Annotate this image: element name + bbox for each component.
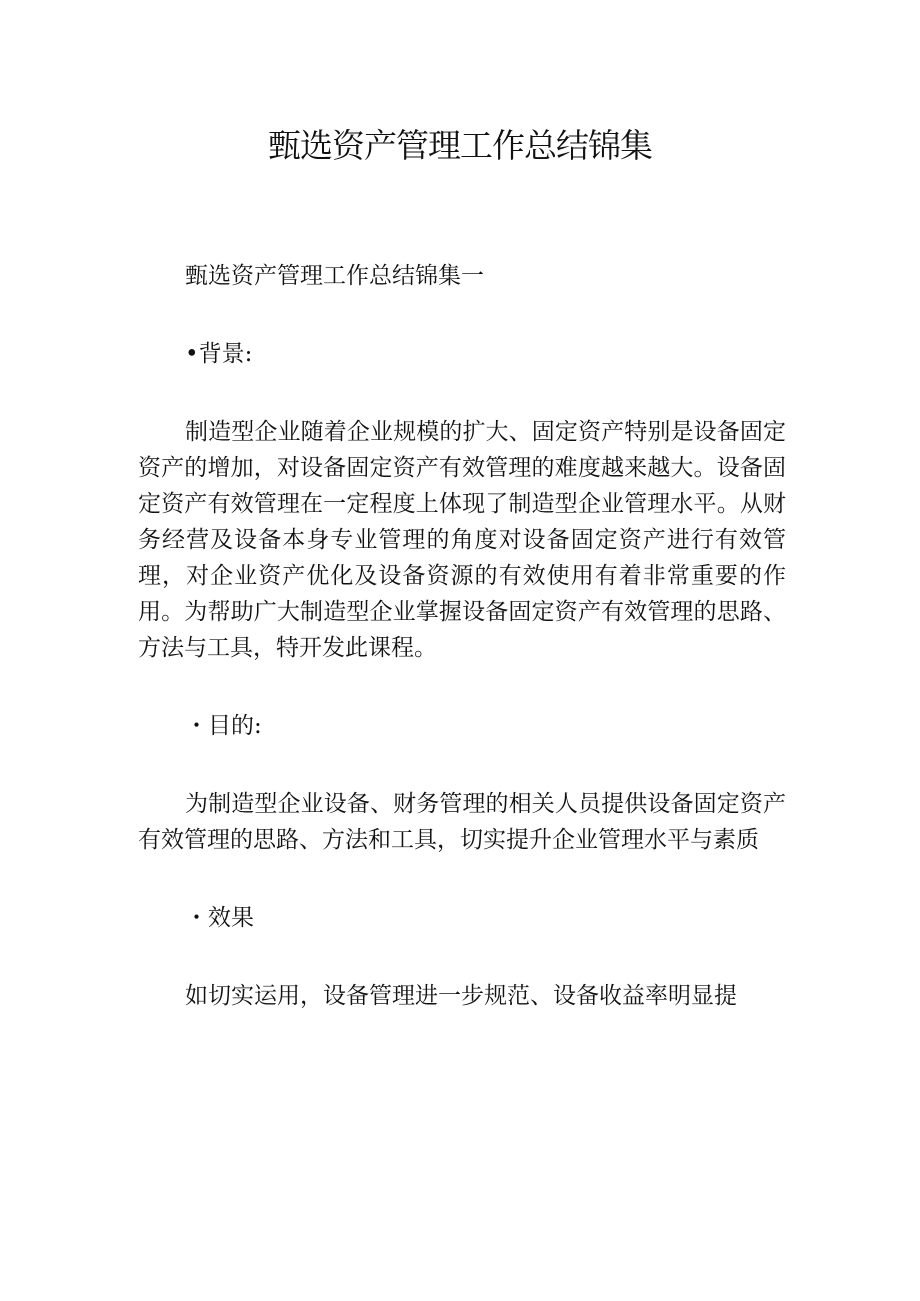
- effect-heading: ・效果: [185, 905, 254, 931]
- background-heading: •背景:: [185, 341, 253, 367]
- purpose-paragraph: 为制造型企业设备、财务管理的相关人员提供设备固定资产有效管理的思路、方法和工具，切实提升企业管理水平与素质: [138, 791, 786, 853]
- purpose-heading: ・目的:: [185, 713, 262, 739]
- background-paragraph: 制造型企业随着企业规模的扩大、固定资产特别是设备固定资产的增加，对设备固定资产有效管理的难度越来越大。设备固定资产有效管理在一定程度上体现了制造型企业管理水平。从财务经营及设备本身专业管理的角度对设备固定资产进行有效管理，对企业资产优化及设备资源的有效使用有着非常重要的作用。为帮助广大制造型企业掌握设备固定资产有效管理的思路、方法与工具，特开发此课程。: [138, 419, 786, 661]
- effect-paragraph: 如切实运用，设备管理进一步规范、设备收益率明显提: [185, 983, 737, 1009]
- document-title: 甄选资产管理工作总结锦集: [268, 126, 652, 165]
- document-body: [138, 258, 786, 1056]
- section-subheading: 甄选资产管理工作总结锦集一: [185, 263, 484, 289]
